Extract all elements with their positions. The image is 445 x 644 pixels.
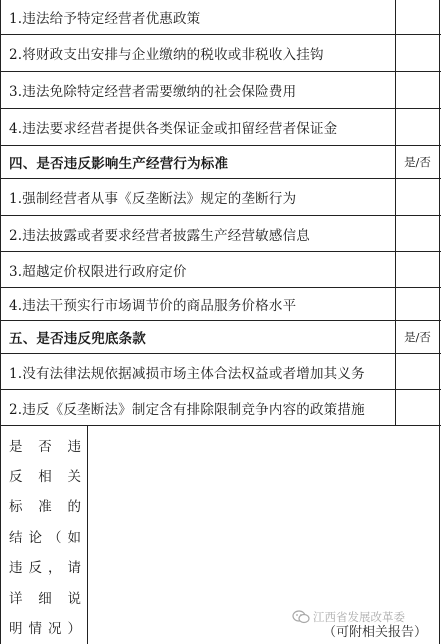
table-row: [1, 35, 441, 72]
conclusion-label-line: 标准的: [9, 499, 81, 515]
section-heading: 四、是否违反影响生产经营行为标准: [1, 146, 396, 178]
table-row: [1, 252, 441, 288]
watermark-text: 江西省发展改革委: [313, 610, 405, 624]
table-row: [1, 216, 441, 252]
table-row: [1, 179, 441, 216]
attachment-note: （可附相关报告）: [322, 625, 427, 640]
criterion-cell: 4.违法要求经营者提供各类保证金或扣留经营者保证金: [1, 109, 396, 145]
answer-cell: [396, 252, 439, 287]
yes-no-label: 是/否: [404, 155, 431, 169]
conclusion-label-line: 违反，请: [9, 560, 81, 576]
wechat-official-account-icon: [292, 610, 310, 624]
conclusion-label-line: 反相关: [9, 469, 81, 485]
criterion-cell: 3.违法免除特定经营者需要缴纳的社会保险费用: [1, 72, 396, 108]
conclusion-label-line: 是否违: [9, 439, 81, 455]
conclusion-label-line: 结论（如: [9, 530, 81, 546]
answer-cell: [396, 0, 439, 34]
answer-cell: [396, 288, 439, 320]
answer-cell: [396, 390, 439, 425]
conclusion-label-line: 明情况）: [9, 621, 81, 637]
yes-no-label: 是/否: [404, 330, 431, 344]
criterion-cell: 2.违法披露或者要求经营者披露生产经营敏感信息: [1, 216, 396, 251]
table-row: [1, 109, 441, 146]
criterion-cell: 3.超越定价权限进行政府定价: [1, 252, 396, 287]
section-heading-row: [1, 146, 441, 179]
table-row: [1, 390, 441, 426]
watermark: [292, 609, 405, 625]
criterion-cell: 4.违法干预实行市场调节价的商品服务价格水平: [1, 288, 396, 320]
table-row: [1, 288, 441, 321]
criterion-cell: 2.违反《反垄断法》制定含有排除限制竞争内容的政策措施: [1, 390, 396, 425]
table-row: [1, 0, 441, 35]
criterion-cell: 1.违法给予特定经营者优惠政策: [1, 0, 396, 34]
table-row: [1, 354, 441, 390]
answer-cell: [396, 72, 439, 108]
answer-cell: [396, 216, 439, 251]
answer-cell: [396, 109, 439, 145]
conclusion-label-line: 详细说: [9, 591, 81, 607]
section-heading: 五、是否违反兜底条款: [1, 321, 396, 353]
table-row: [1, 72, 441, 109]
answer-cell: [396, 354, 439, 389]
section-heading-row: [1, 321, 441, 354]
criterion-cell: 1.没有法律法规依据减损市场主体合法权益或者增加其义务: [1, 354, 396, 389]
conclusion-label: [1, 426, 88, 644]
criterion-cell: 2.将财政支出安排与企业缴纳的税收或非税收入挂钩: [1, 35, 396, 71]
answer-cell: [396, 35, 439, 71]
criterion-cell: 1.强制经营者从事《反垄断法》规定的垄断行为: [1, 179, 396, 215]
answer-cell: [396, 179, 439, 215]
